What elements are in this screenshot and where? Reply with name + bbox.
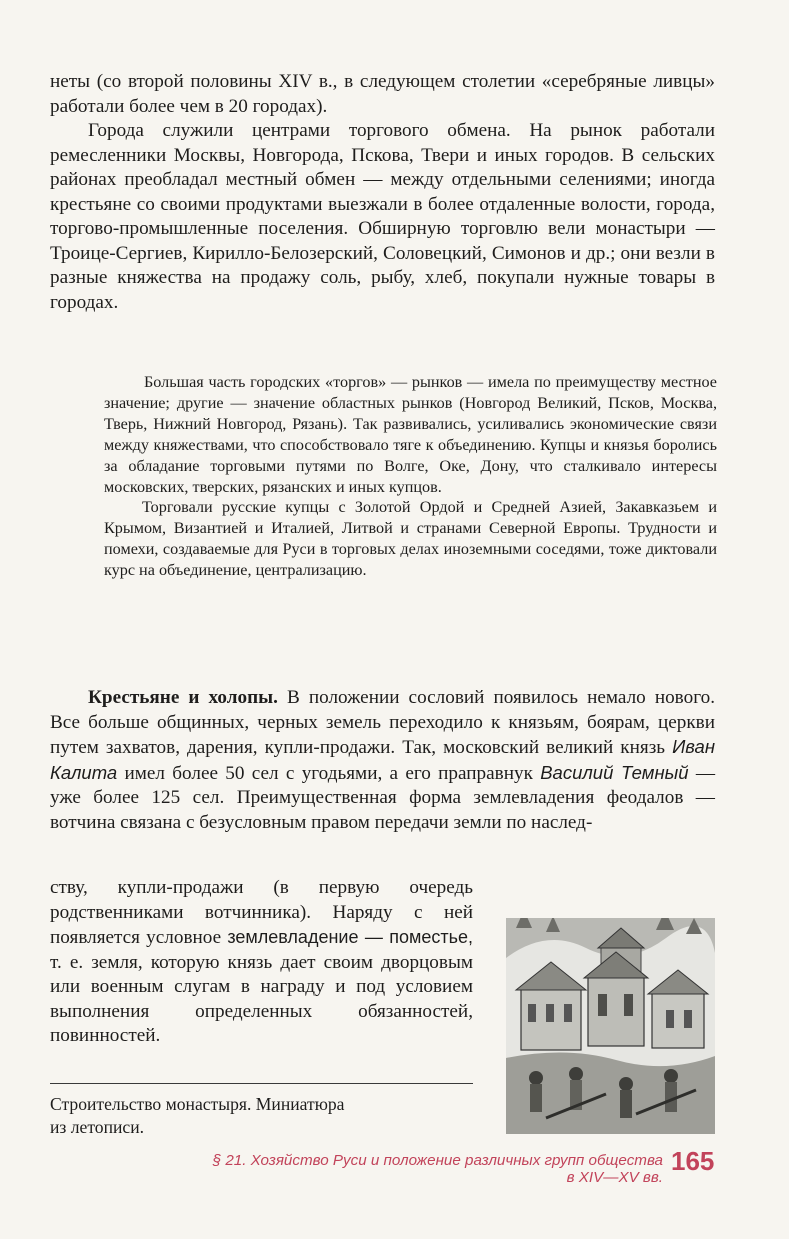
running-footer	[213, 1152, 663, 1186]
paragraph-2: Города служили центрами торгового обмена. На рынок работали ремесленники Москвы, Новгорода, Пскова, Твери и иных городов. В сельских районах преобладал местный обмен — между отдельными селениями; иногда крестьяне со своими продуктами выезжали в более отдаленные волости, города, торгово-промышленные поселения. Обширную торговлю вели монастыри — Троице-Сергиев, Кирилло-Белозерский, Соловецкий, Симонов и др.; они везли в разные княжества на продажу соль, рыбу, хлеб, покупали нужные товары в городах.	[50, 120, 715, 313]
paragraph-3-part-c: — уже более 125 сел. Преимущественная форма землевладения феодалов — вотчина связана с безусловным правом передачи земли по наслед-	[50, 762, 716, 833]
paragraph-3-part-a: В положении сословий появилось немало нового. Все больше общинных, черных земель переходило к князьям, боярам, церкви путем захватов, дарения, купли-продажи. Так, московский великий князь	[50, 687, 715, 758]
paragraph-3	[50, 686, 715, 835]
miniature-drawing	[506, 918, 715, 1134]
monastery-miniature-image	[506, 918, 715, 1134]
caption-line-1: Строительство монастыря. Миниатюра	[50, 1094, 345, 1114]
text-beside-image	[50, 876, 473, 1049]
footer-line-2: в XIV—XV вв.	[566, 1169, 663, 1186]
caption-divider	[50, 1083, 473, 1084]
wrap-part-a: ству, купли-продажи (в первую очередь родственниками вотчинника). Наряду с ней появляется условное	[50, 877, 473, 948]
image-caption	[50, 1093, 473, 1139]
page-number: 165	[671, 1146, 715, 1176]
small-print-block	[104, 372, 717, 581]
name-ivan-kalita: Иван Калита	[50, 736, 716, 783]
name-vasily-temny: Василий Темный	[540, 761, 689, 783]
paragraph-3-part-b: имел более 50 сел с угодьями, а его праправнук	[124, 762, 533, 784]
caption-line-2: из летописи.	[50, 1117, 145, 1137]
term-pomestye: землевладение — поместье,	[227, 927, 473, 947]
section-heading: Крестьяне и холопы.	[88, 687, 278, 708]
small-paragraph-1: Большая часть городских «торгов» — рынков — имела по преимуществу местное значение; другие — значение областных рынков (Новгород Великий, Псков, Москва, Тверь, Нижний Новгород, Рязань). Так развивались, усиливались экономические связи между княжествами, что способствовало тяге к объединению. Купцы и князья боролись за обладание торговыми путями по Волге, Оке, Дону, что сталкивало интересы московских, тверских, рязанских и иных купцов.	[104, 373, 717, 496]
section-peasants	[50, 686, 715, 835]
footer-line-1: § 21. Хозяйство Руси и положение различных групп общества	[212, 1152, 663, 1169]
small-paragraph-2: Торговали русские купцы с Золотой Ордой и Средней Азией, Закавказьем и Крымом, Византией и Италией, Литвой и странами Северной Европы. Трудности и помехи, создаваемые для Руси в торговых делах иноземными соседями, тоже диктовали курс на объединение, централизацию.	[104, 498, 717, 580]
main-text-top	[50, 70, 715, 315]
paragraph-1: неты (со второй половины XIV в., в следующем столетии «серебряные ливцы» работали более чем в 20 городах).	[50, 71, 715, 117]
paragraph-3-wrap	[50, 876, 473, 1049]
wrap-part-c: т. е. земля, которую князь дает своим дворцовым или военным слугам в награду и под условием выполнения определенных обязанностей, повинностей.	[50, 951, 473, 1046]
